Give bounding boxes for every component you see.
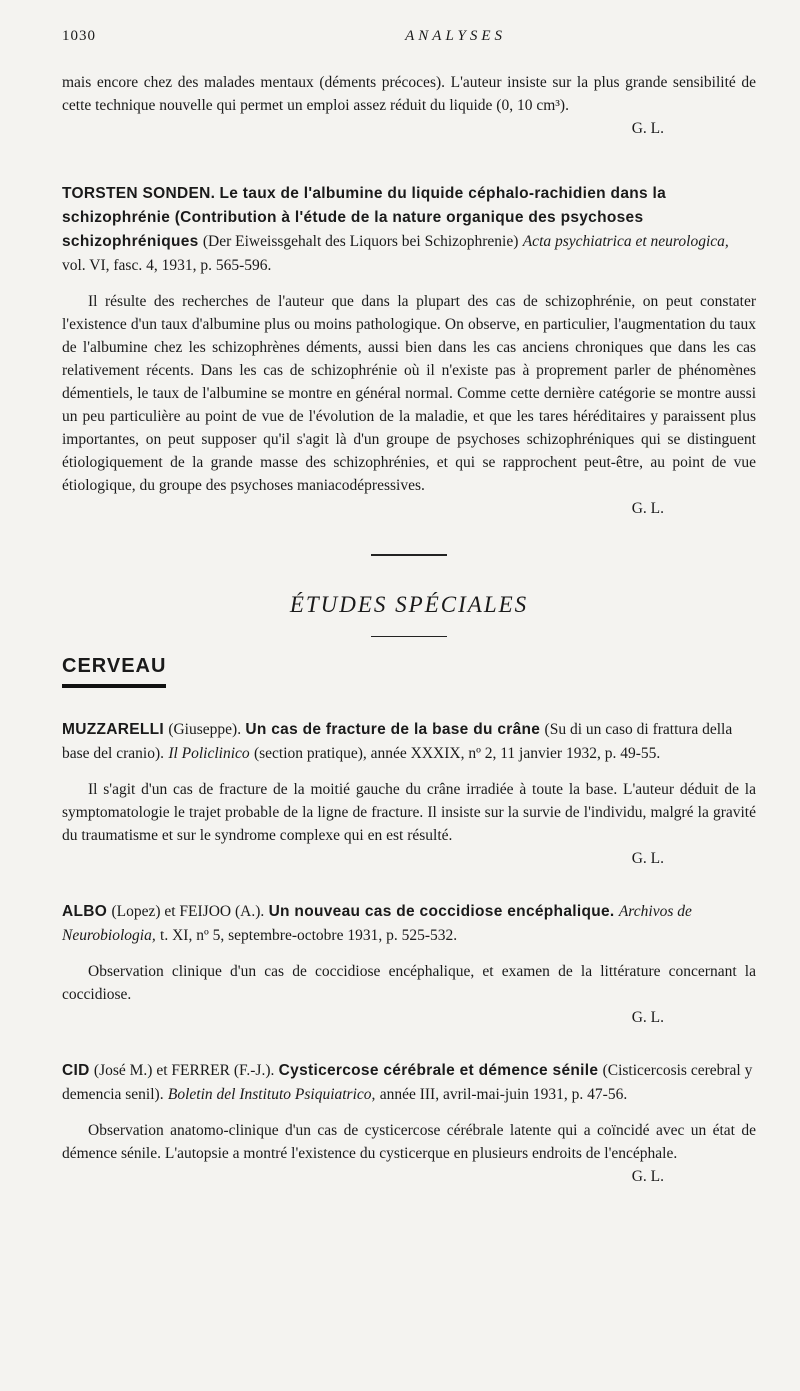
entry-title: Cysticercose cérébrale et démence sénile (278, 1062, 599, 1079)
entry-original-title: (Der Eiweissgehalt des Liquors bei Schizophrenie) (202, 233, 519, 250)
subsection-title: CERVEAU (62, 655, 166, 688)
entry-reference: vol. VI, fasc. 4, 1931, p. 565-596. (62, 257, 272, 274)
entry-signature: G. L. (631, 1168, 664, 1185)
intro-paragraph: mais encore chez des malades mentaux (déments précoces). L'auteur insiste sur la plus grande sensibilité de cette technique nouvelle qui permet un emploi assez réduit du liquide (0, 10 cm³). (62, 74, 756, 114)
entry-reference: année III, avril-mai-juin 1931, p. 47-56. (379, 1086, 628, 1103)
entry-journal: Acta psychiatrica et neurologica, (522, 233, 729, 250)
review-entry-albo (62, 900, 756, 1029)
entry-heading (62, 900, 756, 948)
review-entry-sonden (62, 182, 756, 520)
entry-heading (62, 182, 756, 278)
entry-original-title: (Su di un caso di frattura della base del cranio). (62, 721, 733, 762)
entry-author: TORSTEN SONDEN. (62, 185, 216, 202)
entry-heading (62, 718, 756, 766)
entry-body: Il s'agit d'un cas de fracture de la moitié gauche du crâne irradiée à toute la base. L'auteur déduit de la symptomatologie le trajet probable de la ligne de fracture. Il insiste sur la survie de l'individu, malgré la gravité du traumatisme et sur le syndrome complexe qui en est résulté. (62, 781, 756, 844)
entry-signature: G. L. (631, 500, 664, 517)
review-entry-muzzarelli (62, 718, 756, 870)
entry-body: Observation clinique d'un cas de coccidiose encéphalique, et examen de la littérature concernant la coccidiose. (62, 963, 756, 1003)
entry-signature: G. L. (631, 850, 664, 867)
review-entry-cid (62, 1059, 756, 1188)
entry-signature: G. L. (631, 1009, 664, 1026)
entry-body: Observation anatomo-clinique d'un cas de cysticercose cérébrale latente qui a coïncidé avec un état de démence sénile. L'autopsie a montré l'existence du cysticerque en plusieurs endroits de l'encéphale. (62, 1122, 756, 1162)
section-title: ÉTUDES SPÉCIALES (289, 592, 529, 617)
entry-author-firstname: (José M.) et FERRER (F.-J.). (93, 1062, 275, 1079)
section-title-rule (371, 636, 447, 637)
entry-reference: t. XI, nº 5, septembre-octobre 1931, p. 525-532. (160, 927, 458, 944)
entry-author: ALBO (62, 903, 108, 920)
entry-title: Un cas de fracture de la base du crâne (245, 721, 541, 738)
entry-author-firstname: (Giuseppe). (168, 721, 242, 738)
entry-body: Il résulte des recherches de l'auteur que dans la plupart des cas de schizophrénie, on peut constater l'existence d'un taux d'albumine plus ou moins pathologique. On observe, en particulier, l'augmentation du taux de l'albumine chez les schizophrènes déments, aussi bien dans les cas anciens chroniques que dans les cas relativement récents. Dans les cas de schizophrénie où il n'existe pas à proprement parler de phénomènes démentiels, le taux de l'albumine se montre en général normal. Comme cette dernière catégorie se montre aussi un peu particulière au point de vue de l'évolution de la maladie, et que les tares héréditaires y paraissent plus importantes, on peut supposer qu'il s'agit là d'un groupe de psychoses schizophréniques qui se distinguent étiologiquement de la grande masse des schizophrénies, et qui se rapprochent peut-être, au point de vue étiologique, du groupe des psychoses maniacodépressives. (62, 293, 756, 494)
entry-heading (62, 1059, 756, 1107)
entry-author-firstname: (Lopez) et FEIJOO (A.). (111, 903, 265, 920)
entry-reference: (section pratique), année XXXIX, nº 2, 11 janvier 1932, p. 49-55. (253, 745, 661, 762)
entry-author: MUZZARELLI (62, 721, 165, 738)
entry-journal: Boletin del Instituto Psiquiatrico, (167, 1086, 376, 1103)
entry-author: CID (62, 1062, 90, 1079)
page-number: 1030 (62, 28, 96, 44)
running-header (62, 28, 756, 45)
entry-title: Le taux de l'albumine du liquide céphalo-rachidien dans la schizophrénie (Contribution à l'étude de la nature organique des psychoses schizophréniques (62, 185, 667, 250)
intro-signature: G. L. (631, 120, 664, 137)
entry-journal: Il Policlinico (168, 745, 250, 762)
entry-journal: Archivos de Neurobiologia, (62, 903, 692, 944)
running-title: ANALYSES (405, 28, 506, 44)
entry-title: Un nouveau cas de coccidiose encéphalique. (268, 903, 615, 920)
entry-original-title: (Cisticercosis cerebral y demencia senil). (62, 1062, 753, 1103)
section-divider (371, 554, 447, 556)
